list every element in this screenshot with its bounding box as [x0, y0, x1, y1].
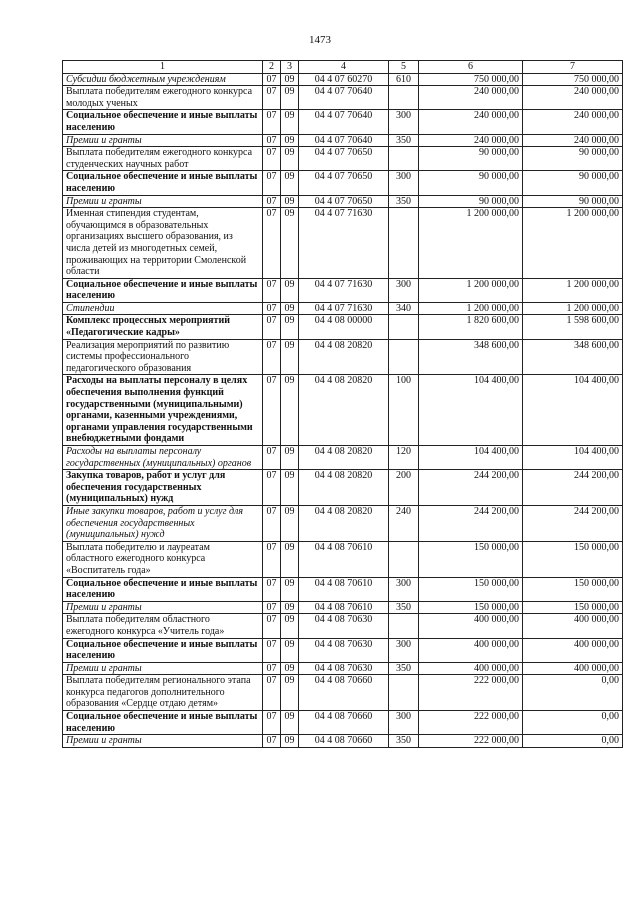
- section-cell: 07: [263, 375, 281, 446]
- item-name-cell: Социальное обеспечение и иные выплаты населению: [63, 638, 263, 662]
- table-row: [63, 470, 623, 506]
- target-code-cell: 04 4 08 70630: [299, 614, 389, 638]
- column-header-7: 7: [523, 61, 623, 74]
- target-code-cell: 04 4 08 70610: [299, 601, 389, 614]
- section-cell: 07: [263, 711, 281, 735]
- expense-type-cell: 350: [389, 601, 419, 614]
- table-row: [63, 601, 623, 614]
- subsection-cell: 09: [281, 601, 299, 614]
- item-name-cell: Выплата победителям областного ежегодного конкурса «Учитель года»: [63, 614, 263, 638]
- expense-type-cell: 240: [389, 505, 419, 541]
- section-cell: 07: [263, 339, 281, 375]
- amount-col6-cell: 400 000,00: [419, 638, 523, 662]
- target-code-cell: 04 4 07 71630: [299, 278, 389, 302]
- target-code-cell: 04 4 08 20820: [299, 446, 389, 470]
- item-name-cell: Премии и гранты: [63, 195, 263, 208]
- item-name-cell: Выплата победителям регионального этапа конкурса педагогов дополнительного образования «Сердце отдаю детям»: [63, 675, 263, 711]
- subsection-cell: 09: [281, 675, 299, 711]
- target-code-cell: 04 4 07 70640: [299, 134, 389, 147]
- amount-col7-cell: 150 000,00: [523, 601, 623, 614]
- amount-col7-cell: 0,00: [523, 735, 623, 748]
- amount-col7-cell: 150 000,00: [523, 577, 623, 601]
- subsection-cell: 09: [281, 638, 299, 662]
- target-code-cell: 04 4 07 70650: [299, 195, 389, 208]
- item-name-cell: Социальное обеспечение и иные выплаты населению: [63, 278, 263, 302]
- amount-col7-cell: 1 200 000,00: [523, 302, 623, 315]
- expense-type-cell: [389, 208, 419, 279]
- item-name-cell: Премии и гранты: [63, 662, 263, 675]
- item-name-cell: Иные закупки товаров, работ и услуг для обеспечения государственных (муниципальных) нужд: [63, 505, 263, 541]
- item-name-cell: Комплекс процессных мероприятий «Педагогические кадры»: [63, 315, 263, 339]
- section-cell: 07: [263, 171, 281, 195]
- target-code-cell: 04 4 08 20820: [299, 375, 389, 446]
- table-row: [63, 505, 623, 541]
- table-row: [63, 86, 623, 110]
- amount-col7-cell: 244 200,00: [523, 470, 623, 506]
- amount-col6-cell: 1 200 000,00: [419, 302, 523, 315]
- amount-col7-cell: 104 400,00: [523, 375, 623, 446]
- table-row: [63, 195, 623, 208]
- item-name-cell: Стипендии: [63, 302, 263, 315]
- amount-col6-cell: 90 000,00: [419, 147, 523, 171]
- subsection-cell: 09: [281, 278, 299, 302]
- subsection-cell: 09: [281, 735, 299, 748]
- table-row: [63, 315, 623, 339]
- table-row: [63, 339, 623, 375]
- column-header-4: 4: [299, 61, 389, 74]
- amount-col6-cell: 222 000,00: [419, 735, 523, 748]
- subsection-cell: 09: [281, 302, 299, 315]
- amount-col6-cell: 240 000,00: [419, 134, 523, 147]
- section-cell: 07: [263, 195, 281, 208]
- amount-col7-cell: 348 600,00: [523, 339, 623, 375]
- table-body: [63, 73, 623, 747]
- item-name-cell: Закупка товаров, работ и услуг для обеспечения государственных (муниципальных) нужд: [63, 470, 263, 506]
- table-header-row: [63, 61, 623, 74]
- column-header-2: 2: [263, 61, 281, 74]
- section-cell: 07: [263, 73, 281, 86]
- item-name-cell: Расходы на выплаты персоналу в целях обеспечения выполнения функций государственными (муниципальными) органами, казенными учреждениями, органами управления государственными внебюджетными фондами: [63, 375, 263, 446]
- subsection-cell: 09: [281, 614, 299, 638]
- subsection-cell: 09: [281, 662, 299, 675]
- section-cell: 07: [263, 614, 281, 638]
- section-cell: 07: [263, 638, 281, 662]
- column-header-1: 1: [63, 61, 263, 74]
- amount-col6-cell: 240 000,00: [419, 86, 523, 110]
- amount-col6-cell: 400 000,00: [419, 662, 523, 675]
- amount-col6-cell: 348 600,00: [419, 339, 523, 375]
- table-row: [63, 134, 623, 147]
- amount-col6-cell: 104 400,00: [419, 375, 523, 446]
- amount-col7-cell: 90 000,00: [523, 195, 623, 208]
- target-code-cell: 04 4 08 00000: [299, 315, 389, 339]
- amount-col6-cell: 90 000,00: [419, 171, 523, 195]
- item-name-cell: Реализация мероприятий по развитию системы профессионального педагогического образования: [63, 339, 263, 375]
- table-row: [63, 278, 623, 302]
- item-name-cell: Премии и гранты: [63, 134, 263, 147]
- budget-table: [62, 60, 623, 748]
- subsection-cell: 09: [281, 171, 299, 195]
- table-row: [63, 446, 623, 470]
- page-number: 1473: [309, 34, 331, 46]
- expense-type-cell: [389, 541, 419, 577]
- table-row: [63, 675, 623, 711]
- target-code-cell: 04 4 07 70650: [299, 147, 389, 171]
- table-row: [63, 662, 623, 675]
- subsection-cell: 09: [281, 541, 299, 577]
- amount-col6-cell: 222 000,00: [419, 711, 523, 735]
- item-name-cell: Премии и гранты: [63, 735, 263, 748]
- expense-type-cell: [389, 614, 419, 638]
- target-code-cell: 04 4 08 70610: [299, 541, 389, 577]
- amount-col7-cell: 1 200 000,00: [523, 278, 623, 302]
- amount-col6-cell: 400 000,00: [419, 614, 523, 638]
- amount-col7-cell: 104 400,00: [523, 446, 623, 470]
- amount-col7-cell: 750 000,00: [523, 73, 623, 86]
- section-cell: 07: [263, 147, 281, 171]
- target-code-cell: 04 4 08 20820: [299, 339, 389, 375]
- expense-type-cell: 340: [389, 302, 419, 315]
- subsection-cell: 09: [281, 446, 299, 470]
- subsection-cell: 09: [281, 134, 299, 147]
- expense-type-cell: 610: [389, 73, 419, 86]
- expense-type-cell: 200: [389, 470, 419, 506]
- section-cell: 07: [263, 86, 281, 110]
- amount-col7-cell: 150 000,00: [523, 541, 623, 577]
- section-cell: 07: [263, 278, 281, 302]
- expense-type-cell: 120: [389, 446, 419, 470]
- item-name-cell: Социальное обеспечение и иные выплаты населению: [63, 171, 263, 195]
- table-row: [63, 171, 623, 195]
- section-cell: 07: [263, 302, 281, 315]
- target-code-cell: 04 4 07 70640: [299, 86, 389, 110]
- expense-type-cell: [389, 315, 419, 339]
- target-code-cell: 04 4 08 70660: [299, 711, 389, 735]
- subsection-cell: 09: [281, 195, 299, 208]
- subsection-cell: 09: [281, 73, 299, 86]
- target-code-cell: 04 4 08 70610: [299, 577, 389, 601]
- table-row: [63, 302, 623, 315]
- amount-col6-cell: 150 000,00: [419, 541, 523, 577]
- target-code-cell: 04 4 07 71630: [299, 208, 389, 279]
- expense-type-cell: 100: [389, 375, 419, 446]
- table-row: [63, 375, 623, 446]
- item-name-cell: Расходы на выплаты персоналу государственных (муниципальных) органов: [63, 446, 263, 470]
- target-code-cell: 04 4 08 20820: [299, 505, 389, 541]
- table-row: [63, 638, 623, 662]
- expense-type-cell: [389, 86, 419, 110]
- column-header-5: 5: [389, 61, 419, 74]
- target-code-cell: 04 4 07 70640: [299, 110, 389, 134]
- table-row: [63, 147, 623, 171]
- section-cell: 07: [263, 601, 281, 614]
- target-code-cell: 04 4 08 70630: [299, 662, 389, 675]
- section-cell: 07: [263, 134, 281, 147]
- amount-col6-cell: 222 000,00: [419, 675, 523, 711]
- target-code-cell: 04 4 08 70660: [299, 735, 389, 748]
- target-code-cell: 04 4 07 70650: [299, 171, 389, 195]
- amount-col6-cell: 150 000,00: [419, 601, 523, 614]
- expense-type-cell: 350: [389, 134, 419, 147]
- amount-col7-cell: 90 000,00: [523, 147, 623, 171]
- amount-col7-cell: 1 598 600,00: [523, 315, 623, 339]
- section-cell: 07: [263, 315, 281, 339]
- table-row: [63, 711, 623, 735]
- item-name-cell: Социальное обеспечение и иные выплаты населению: [63, 110, 263, 134]
- amount-col7-cell: 1 200 000,00: [523, 208, 623, 279]
- column-header-3: 3: [281, 61, 299, 74]
- table-row: [63, 541, 623, 577]
- target-code-cell: 04 4 07 60270: [299, 73, 389, 86]
- item-name-cell: Именная стипендия студентам, обучающимся в образовательных организациях высшего образования, из числа детей из многодетных семей, проживающих на территории Смоленской области: [63, 208, 263, 279]
- table-row: [63, 208, 623, 279]
- amount-col6-cell: 1 200 000,00: [419, 278, 523, 302]
- amount-col6-cell: 104 400,00: [419, 446, 523, 470]
- item-name-cell: Социальное обеспечение и иные выплаты населению: [63, 577, 263, 601]
- expense-type-cell: 300: [389, 711, 419, 735]
- column-header-6: 6: [419, 61, 523, 74]
- amount-col7-cell: 0,00: [523, 675, 623, 711]
- subsection-cell: 09: [281, 315, 299, 339]
- subsection-cell: 09: [281, 147, 299, 171]
- item-name-cell: Премии и гранты: [63, 601, 263, 614]
- expense-type-cell: [389, 147, 419, 171]
- section-cell: 07: [263, 470, 281, 506]
- amount-col7-cell: 90 000,00: [523, 171, 623, 195]
- amount-col6-cell: 1 200 000,00: [419, 208, 523, 279]
- target-code-cell: 04 4 07 71630: [299, 302, 389, 315]
- table-row: [63, 110, 623, 134]
- section-cell: 07: [263, 735, 281, 748]
- item-name-cell: Субсидии бюджетным учреждениям: [63, 73, 263, 86]
- item-name-cell: Социальное обеспечение и иные выплаты населению: [63, 711, 263, 735]
- item-name-cell: Выплата победителю и лауреатам областного ежегодного конкурса «Воспитатель года»: [63, 541, 263, 577]
- section-cell: 07: [263, 208, 281, 279]
- expense-type-cell: 350: [389, 195, 419, 208]
- amount-col6-cell: 750 000,00: [419, 73, 523, 86]
- amount-col6-cell: 240 000,00: [419, 110, 523, 134]
- amount-col6-cell: 150 000,00: [419, 577, 523, 601]
- target-code-cell: 04 4 08 70630: [299, 638, 389, 662]
- subsection-cell: 09: [281, 470, 299, 506]
- amount-col7-cell: 400 000,00: [523, 662, 623, 675]
- table-row: [63, 73, 623, 86]
- expense-type-cell: 350: [389, 735, 419, 748]
- table-row: [63, 735, 623, 748]
- amount-col6-cell: 244 200,00: [419, 470, 523, 506]
- amount-col7-cell: 0,00: [523, 711, 623, 735]
- section-cell: 07: [263, 662, 281, 675]
- section-cell: 07: [263, 541, 281, 577]
- table-row: [63, 577, 623, 601]
- amount-col7-cell: 400 000,00: [523, 614, 623, 638]
- subsection-cell: 09: [281, 505, 299, 541]
- amount-col6-cell: 1 820 600,00: [419, 315, 523, 339]
- amount-col7-cell: 240 000,00: [523, 110, 623, 134]
- amount-col7-cell: 240 000,00: [523, 134, 623, 147]
- amount-col7-cell: 400 000,00: [523, 638, 623, 662]
- item-name-cell: Выплата победителям ежегодного конкурса молодых ученых: [63, 86, 263, 110]
- section-cell: 07: [263, 675, 281, 711]
- section-cell: 07: [263, 110, 281, 134]
- section-cell: 07: [263, 505, 281, 541]
- subsection-cell: 09: [281, 208, 299, 279]
- item-name-cell: Выплата победителям ежегодного конкурса студенческих научных работ: [63, 147, 263, 171]
- subsection-cell: 09: [281, 711, 299, 735]
- expense-type-cell: 300: [389, 577, 419, 601]
- amount-col7-cell: 244 200,00: [523, 505, 623, 541]
- section-cell: 07: [263, 446, 281, 470]
- subsection-cell: 09: [281, 577, 299, 601]
- subsection-cell: 09: [281, 375, 299, 446]
- target-code-cell: 04 4 08 70660: [299, 675, 389, 711]
- target-code-cell: 04 4 08 20820: [299, 470, 389, 506]
- amount-col6-cell: 244 200,00: [419, 505, 523, 541]
- expense-type-cell: [389, 339, 419, 375]
- expense-type-cell: 300: [389, 110, 419, 134]
- expense-type-cell: 300: [389, 278, 419, 302]
- section-cell: 07: [263, 577, 281, 601]
- expense-type-cell: 300: [389, 171, 419, 195]
- amount-col6-cell: 90 000,00: [419, 195, 523, 208]
- amount-col7-cell: 240 000,00: [523, 86, 623, 110]
- expense-type-cell: 300: [389, 638, 419, 662]
- subsection-cell: 09: [281, 110, 299, 134]
- subsection-cell: 09: [281, 86, 299, 110]
- subsection-cell: 09: [281, 339, 299, 375]
- expense-type-cell: 350: [389, 662, 419, 675]
- expense-type-cell: [389, 675, 419, 711]
- table-row: [63, 614, 623, 638]
